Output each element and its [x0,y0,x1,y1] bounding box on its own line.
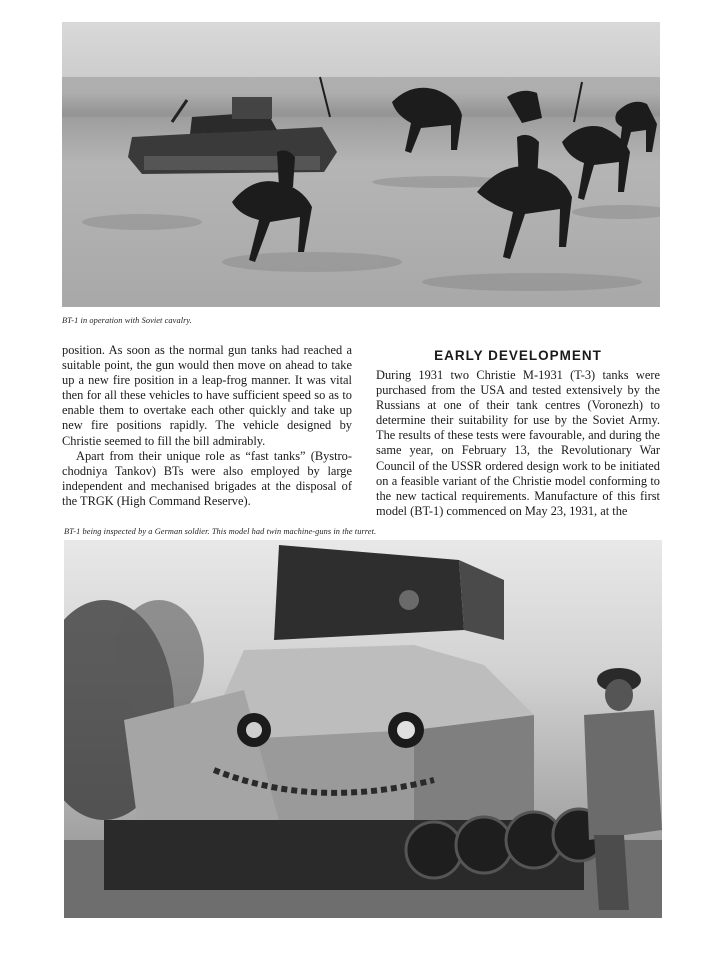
caption-bottom-photo: BT-1 being inspected by a German soldier. This model had twin machine-guns in the turret. [64,527,377,536]
paragraph: During 1931 two Christie M-1931 (T-3) tanks were purchased from the USA and tested extensively by the Russians at one of their tank centres (Voronezh) to determine their suitability for use by the Soviet Army. The results of these tests were favourable, and during the same year, on February 13, the Revolutionary War Council of the USSR ordered design work to be initiated on a feasible variant of the Christie model conforming to the new tactical requirements. Manufacture of this first model (BT-1) commenced on May 23, 1931, at the [376,368,660,518]
text-column-left [62,343,352,509]
paragraph: position. As soon as the normal gun tanks had reached a suitable point, the gun would then move on ahead to take up a new fire position in a leap-frog manner. It was vital then for all these vehicles to have sufficient speed so as to enable them to overtake each other quickly and take up new fire positions rapidly. The vehicle designed by Christie seemed to fill the bill admirably. [62,343,352,448]
caption-top-photo: BT-1 in operation with Soviet cavalry. [62,316,192,325]
photo-bt1-cavalry [62,22,660,307]
section-heading: EARLY DEVELOPMENT [434,348,602,363]
text-column-right [376,343,660,519]
paragraph: Apart from their unique role as “fast tanks” (Bystro-chodniya Tankov) BTs were also employed by large independent and mechanised brigades at the disposal of the TRGK (High Command Reserve). [62,448,352,508]
photo-bt1-inspected [64,540,662,918]
